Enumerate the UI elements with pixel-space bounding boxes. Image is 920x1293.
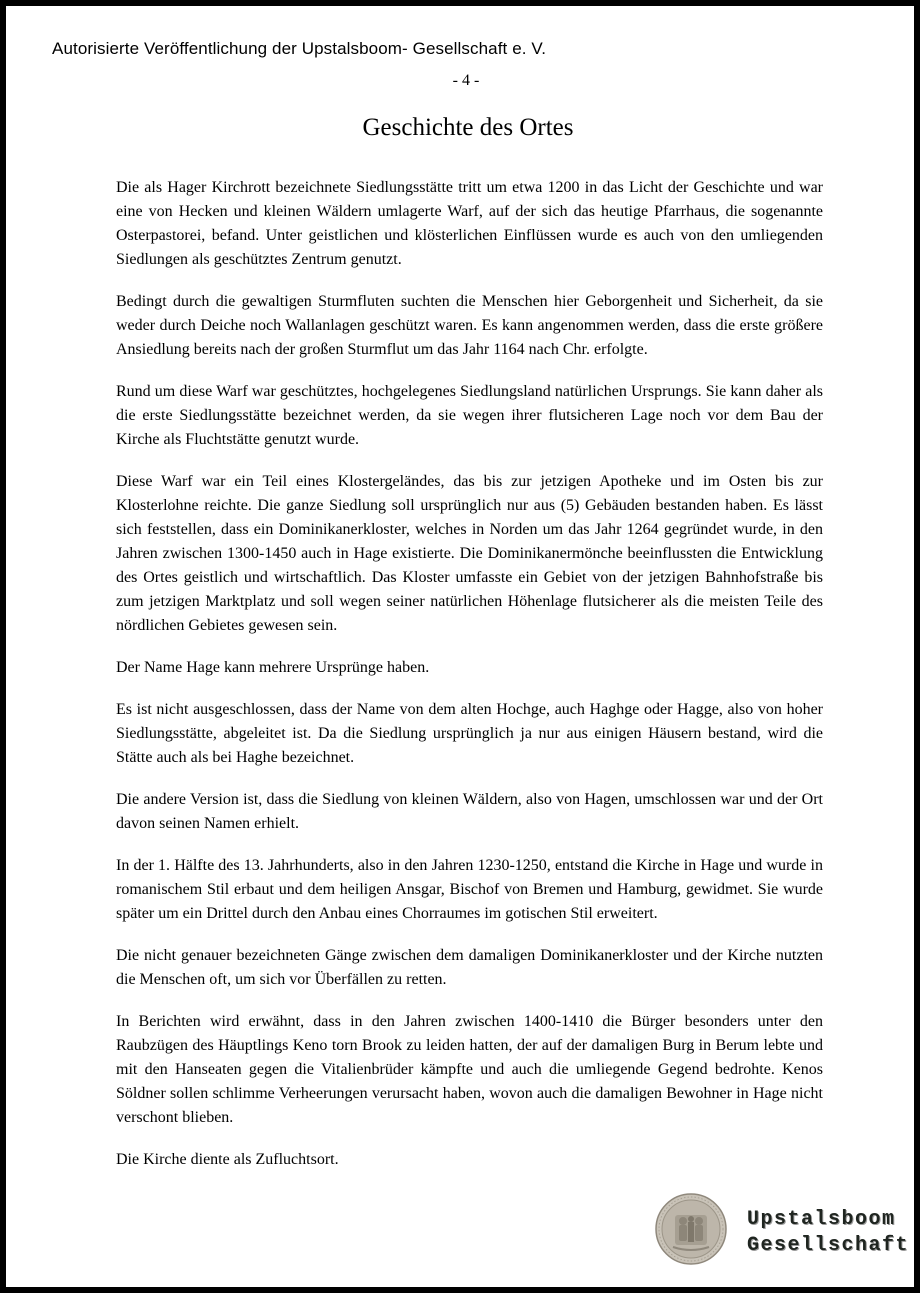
seal-icon [655,1193,727,1265]
logo-line-2: Gesellschaft [747,1234,910,1257]
logo-line-1: Upstalsboom [747,1208,896,1231]
paragraph: Es ist nicht ausgeschlossen, dass der Name von dem alten Hochge, auch Haghge oder Hagge, also von hoher Siedlungsstätte, abgeleitet ist. Da die Siedlung ursprünglich ja nur aus einigen Häusern bestand, wird die Stätte auch als bei Haghe bezeichnet. [116,701,823,766]
paragraph: Bedingt durch die gewaltigen Sturmfluten suchten die Menschen hier Geborgenheit und Sicherheit, da sie weder durch Deiche noch Wallanlagen geschützt waren. Es kann angenommen werden, dass die erste größere Ansiedlung bereits nach der großen Sturmflut um das Jahr 1164 nach Chr. erfolgte. [116,293,823,358]
paragraph: Die andere Version ist, dass die Siedlung von kleinen Wäldern, also von Hagen, umschlossen war und der Ort davon seinen Namen erhielt. [116,791,823,832]
paragraph: Diese Warf war ein Teil eines Klostergeländes, das bis zur jetzigen Apotheke und im Osten bis zur Klosterlohne reichte. Die ganze Siedlung soll ursprünglich nur aus (5) Gebäuden bestanden haben. Es lässt sich feststellen, dass ein Dominikanerkloster, welches in Norden um das Jahr 1264 gegründet wurde, in den Jahren zwischen 1300-1450 auch in Hage existierte. Die Dominikanermönche beeinflussten die Entwicklung des Ortes geistlich und wirtschaftlich. Das Kloster umfasste ein Gebiet von der jetzigen Bahnhofstraße bis zum jetzigen Marktplatz und soll wegen seiner natürlichen Höhenlage flutsicherer als die meisten Teile des nördlichen Gebietes gewesen sein. [116,473,823,634]
page-title: Geschichte des Ortes [362,114,574,141]
paragraph: Die als Hager Kirchrott bezeichnete Siedlungsstätte tritt um etwa 1200 in das Licht der Geschichte und war eine von Hecken und kleinen Wäldern umlagerte Warf, auf der sich das heutige Pfarrhaus, die sogenannte Osterpastorei, befand. Unter geistlichen und klösterlichen Einflüssen wurde es auch von den umliegenden Siedlungen als geschütztes Zentrum genutzt. [116,179,823,268]
logo-wordmark [747,1207,909,1259]
body-text [116,176,823,1190]
society-logo [655,1193,910,1273]
publisher-line: Autorisierte Veröffentlichung der Upstalsboom- Gesellschaft e. V. [52,39,547,58]
paragraph: In Berichten wird erwähnt, dass in den Jahren zwischen 1400-1410 die Bürger besonders unter den Raubzügen des Häuptlings Keno torn Brook zu leiden hatten, der auf der damaligen Burg in Berum lebte und mit den Hanseaten gegen die Vitalienbrüder kämpfte und auch die umliegende Gegend bedrohte. Kenos Söldner sollen schlimme Verheerungen verursacht haben, wovon auch die damaligen Bewohner in Hage nicht verschont blieben. [116,1013,823,1126]
page-number: - 4 - [452,72,480,89]
paragraph: Der Name Hage kann mehrere Ursprünge haben. [116,659,430,676]
paragraph: Die Kirche diente als Zufluchtsort. [116,1151,339,1168]
paragraph: In der 1. Hälfte des 13. Jahrhunderts, also in den Jahren 1230-1250, entstand die Kirche in Hage und wurde in romanischem Stil erbaut und dem heiligen Ansgar, Bischof von Bremen und Hamburg, gewidmet. Sie wurde später um ein Drittel durch den Anbau eines Chorraumes im gotischen Stil erweitert. [116,857,823,922]
paragraph: Die nicht genauer bezeichneten Gänge zwischen dem damaligen Dominikanerkloster und der Kirche nutzten die Menschen oft, um sich vor Überfällen zu retten. [116,947,823,988]
paragraph: Rund um diese Warf war geschütztes, hochgelegenes Siedlungsland natürlichen Ursprungs. Sie kann daher als die erste Siedlungsstätte bezeichnet werden, da sie wegen ihrer flutsicheren Lage noch vor dem Bau der Kirche als Fluchtstätte genutzt wurde. [116,383,823,448]
